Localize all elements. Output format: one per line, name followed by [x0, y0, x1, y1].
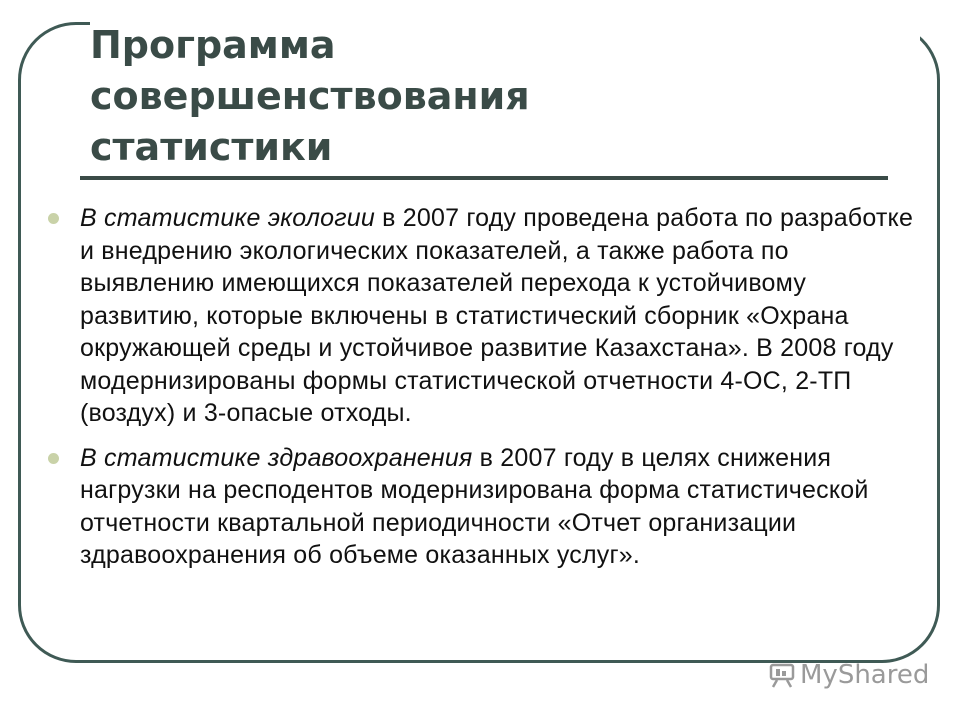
bullet-item-ecology — [44, 202, 914, 430]
bullet-item-healthcare — [44, 442, 914, 572]
title-line-1: Программа — [90, 23, 336, 67]
bullet-topic: В статистике здравоохранения — [80, 443, 473, 472]
bullet-dot-icon — [48, 213, 59, 224]
title-line-3: статистики — [90, 125, 333, 169]
watermark — [768, 660, 929, 690]
title-line-2: совершенствования — [90, 74, 530, 118]
watermark-text: MyShared — [800, 660, 930, 690]
bullet-topic: В статистике экологии — [80, 204, 375, 232]
bullet-text: в 2007 году проведена работа по разработке и внедрению экологических показателей, а также работа по выявлению имеющихся показателей перехода к устойчивому развитию, которые включены в статистический сборник «Охрана окружающей среды и устойчивое развитие Казахстана». В 2008 году модернизированы формы статистической отчетности 4-ОС, 2-ТП (воздух) и 3-опасые отходы. — [80, 204, 914, 427]
title-underline — [80, 176, 888, 180]
bullet-list — [44, 202, 914, 584]
bullet-text: в 2007 году в целях снижения нагрузки на респодентов модернизирована форма статистической отчетности квартальной периодичности «Отчет организации здравоохранения об объеме оказанных услуг». — [80, 443, 869, 569]
slide-title — [90, 20, 920, 173]
presentation-board-icon — [768, 662, 796, 688]
bullet-dot-icon — [48, 453, 59, 464]
